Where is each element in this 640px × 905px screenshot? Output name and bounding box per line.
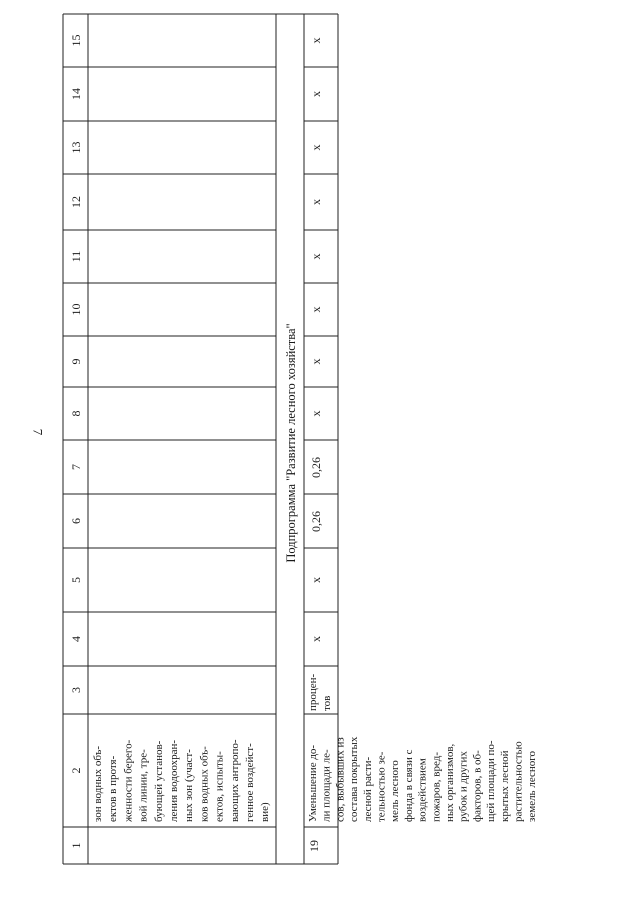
row-19-name-line: рубок и других [457,751,470,822]
prev-row-name-line: ков водных объ- [198,746,211,822]
subprogram-title: Подпрограмма "Развитие лесного хозяйства" [284,323,298,563]
row-19-value-x: х [309,410,323,417]
row-19-unit [307,673,333,711]
row-19-value-x: х [309,199,323,205]
row-19-value-x: х [309,636,323,642]
row-19-value-x: х [309,577,323,583]
prev-row-name-line: ектов в протя- [107,755,120,822]
column-number: 3 [69,687,83,693]
row-19-number: 19 [307,840,321,852]
prev-row-name-line: женности берего- [122,739,135,822]
column-number: 6 [69,518,83,524]
column-number: 8 [69,410,83,417]
column-number-row [69,35,83,849]
prev-row-name-line: ектов, испыты- [213,751,226,822]
row-19-name-line: Уменьшение до- [307,744,319,822]
row-19-name-line: пожаров, вред- [430,752,443,822]
row-19-name-line: крытых лесной [498,750,511,822]
row-19-name-line: ли площади ле- [320,749,333,822]
column-number: 7 [69,464,83,470]
prev-row-name-line: ления водоохран- [168,739,180,822]
row-19-value: 0,26 [309,457,323,478]
page-number: 7 [30,428,46,436]
row-19-name-line: ных организмов, [444,743,456,822]
prev-row-name-line: вие) [259,802,272,822]
column-number: 2 [69,767,83,774]
column-number: 15 [69,34,83,47]
row-19-value-x: х [309,91,323,97]
row-19-name-line: щей площади по- [485,740,498,822]
column-number: 10 [69,303,83,316]
row-19-name-line: растительностью [512,741,525,822]
row-19-name [307,736,538,822]
column-number: 13 [69,141,83,154]
prev-row-name [92,739,271,823]
row-19-name-line: фонда в связи с [402,749,415,822]
column-number: 9 [69,358,83,365]
column-number: 5 [69,577,83,583]
row-19-value-x: х [309,144,323,151]
column-number: 1 [69,842,83,849]
prev-row-name-line: ных зон (участ- [183,749,196,822]
prev-row-name-line: зон водных объ- [92,745,104,822]
prev-row-name-line: генное воздейст- [244,743,256,822]
row-19-value-x: х [309,358,323,365]
row-19-name-line: состава покрытых [348,736,361,822]
row-19-name-line: земель лесного [526,751,539,822]
row-19-unit-line: процен- [307,673,319,711]
column-number: 4 [69,636,83,642]
row-19-value-x: х [309,37,323,44]
prev-row-name-line: вой линии, тре- [137,749,150,822]
row-19-values [309,38,323,643]
row-19-name-line: воздействием [416,758,429,822]
row-19-value: 0,26 [309,511,323,532]
row-19-value-x: х [309,306,323,313]
row-19-name-line: лесной расти- [361,756,374,822]
row-19-name-line: тельностью зе- [375,751,388,822]
column-number: 14 [69,88,83,100]
row-19-name-line: сов, выбывших из [334,737,347,822]
column-number: 12 [69,196,83,208]
row-19-value-x: х [309,253,323,260]
row-19-name-line: мель лесного [389,760,402,822]
prev-row-name-line: вающих антропо- [228,739,241,822]
column-number: 11 [69,250,83,263]
prev-row-name-line: бующей установ- [152,740,165,822]
row-19-unit-line: тов [321,695,333,711]
row-19-name-line: факторов, в об- [471,750,484,822]
